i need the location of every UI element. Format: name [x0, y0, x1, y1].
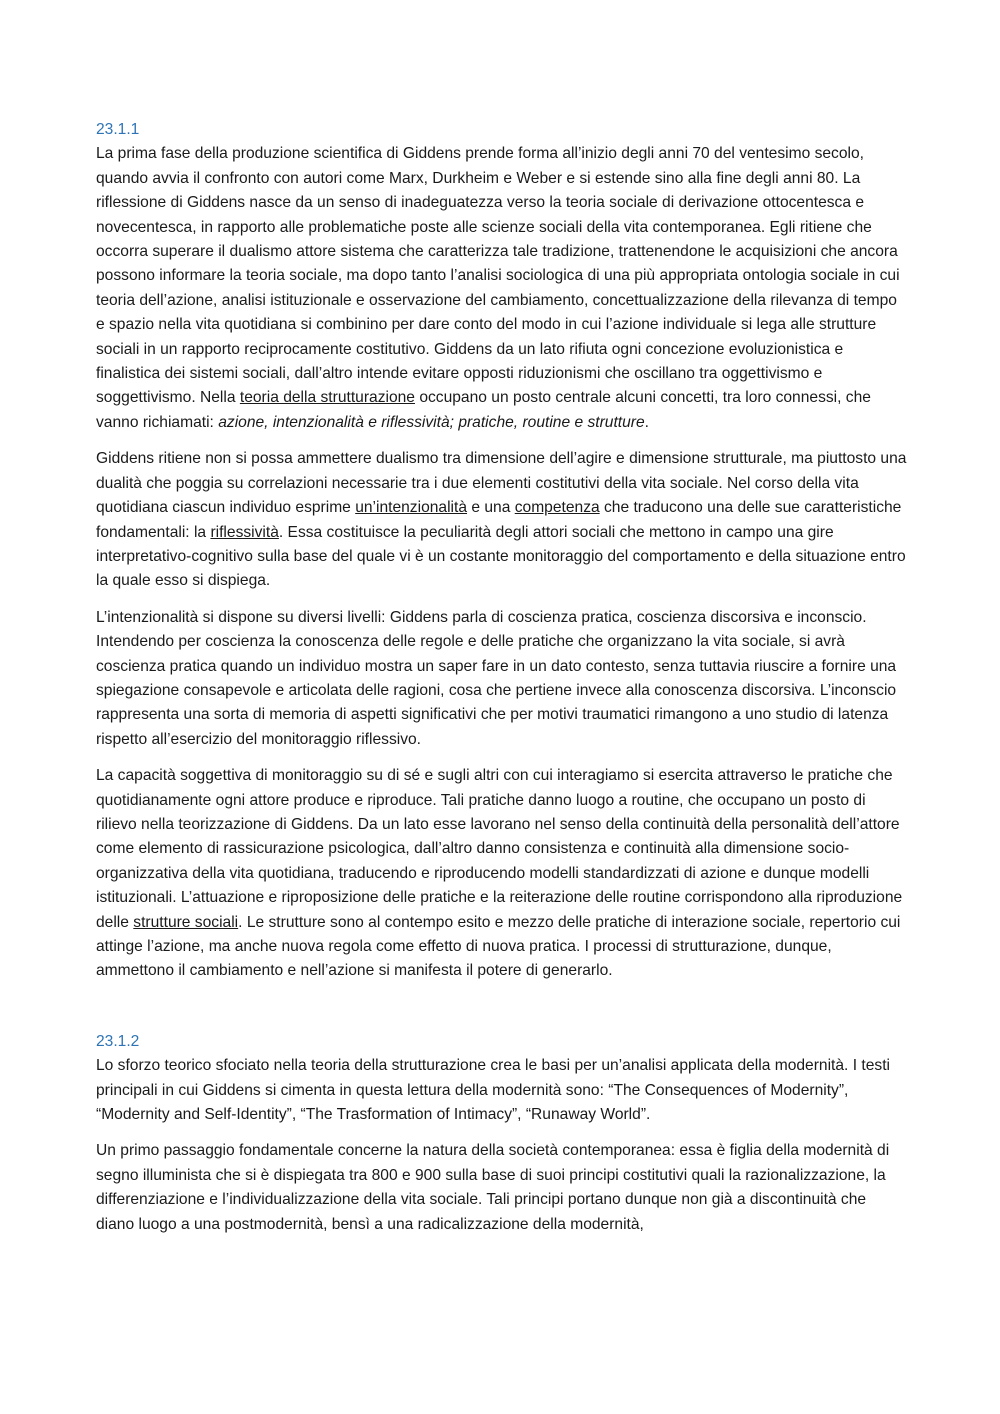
paragraph: Un primo passaggio fondamentale concerne la natura della società contemporanea: essa è figlia della modernità di segno illuminista che si è dispiegata tra 800 e 900 sulla base di suoi principi costitutivi quali la razionalizzazione, la differenziazione e l’individualizzazione della vita sociale. Tali principi portano dunque non già a discontinuità che diano luogo a una postmodernità, bensì a una radicalizzazione della modernità, — [96, 1142, 890, 1233]
paragraph-text: occupano un posto centrale alcuni concetti, tra loro connessi, che vanno richiamati: — [96, 389, 871, 431]
italic-concepts: azione, intenzionalità e riflessività; pratiche, routine e strutture — [218, 413, 645, 431]
section-spacer — [96, 996, 908, 1030]
underlined-term: riflessività — [210, 523, 279, 541]
paragraph — [96, 447, 908, 593]
document-page — [96, 118, 908, 1249]
underlined-term: competenza — [514, 499, 600, 517]
paragraph-text: Giddens ritiene non si possa ammettere dualismo tra dimensione dell’agire e dimensione strutturale, ma piuttosto una dualità che poggia su correlazioni necessarie tra i due elementi costitutivi della vita sociale. Nel corso della vita quotidiana ciascun individuo esprime — [96, 450, 907, 517]
paragraph-text: La capacità soggettiva di monitoraggio su di sé e sugli altri con cui interagiamo si esercita attraverso le pratiche che quotidianamente ogni attore produce e riproduce. Tali pratiche danno luogo a routine, che occupano un posto di rilievo nella teorizzazione di Giddens. Da un lato esse lavorano nel senso della continuità della personalità dell’attore come elemento di rassicurazione psicologica, dall’altro danno consistenza e continuità alla dimensione socio-organizzativa della vita quotidiana, traducendo e riproducendo modelli standardizzati di azione e dunque modelli istituzionali. L’attuazione e riproposizione delle pratiche e la reiterazione delle routine corrispondono alla riproduzione delle — [96, 767, 903, 931]
underlined-term: un’intenzionalità — [355, 499, 468, 517]
paragraph-text: . Le strutture sono al contempo esito e mezzo delle pratiche di interazione sociale, repertorio cui attinge l’azione, ma anche nuova regola come effetto di nuova pratica. I processi di strutturazione, dunque, ammettono il cambiamento e nell’azione si manifesta il potere di generarlo. — [96, 913, 901, 980]
paragraph-text: . Essa costituisce la peculiarità degli attori sociali che mettono in campo una gire interpretativo-cognitivo sulla base del quale vi è un costante monitoraggio del comportamento e della situazione entro la quale esso si dispiega. — [96, 523, 906, 590]
section-heading-23-1-1: 23.1.1 — [96, 121, 140, 138]
paragraph: L’intenzionalità si dispone su diversi livelli: Giddens parla di coscienza pratica, coscienza discorsiva e inconscio. Intendendo per coscienza la conoscenza delle regole e delle pratiche che organizzano la vita sociale, si avrà coscienza pratica quando un individuo mostra un saper fare in un dato contesto, senza tuttavia riuscire a fornire una spiegazione consapevole e articolata delle ragioni, cosa che pertiene invece alla conoscenza discorsiva. L’inconscio rappresenta una sorta di memoria di aspetti significativi che per motivi traumatici rimangono a uno studio di latenza rispetto all’esercizio del monitoraggio riflessivo. — [96, 608, 897, 748]
paragraph — [96, 764, 908, 984]
paragraph-text: e una — [467, 499, 515, 517]
paragraph-text: . — [644, 413, 650, 431]
section-heading-23-1-2: 23.1.2 — [96, 1032, 140, 1050]
underlined-term: strutture sociali — [133, 913, 239, 931]
paragraph: Lo sforzo teorico sfociato nella teoria della strutturazione crea le basi per un’analisi applicata della modernità. I testi principali in cui Giddens si cimenta in questa lettura della modernità sono: “The Consequences of Modernity”, “Modernity and Self-Identity”, “The Trasformation of Intimacy”, “Runaway World”. — [96, 1057, 890, 1124]
paragraph — [96, 142, 908, 435]
underlined-term: teoria della strutturazione — [239, 389, 415, 407]
paragraph-text: che traducono una delle sue caratteristiche fondamentali: la — [96, 499, 902, 541]
paragraph-text: La prima fase della produzione scientifica di Giddens prende forma all’inizio degli anni 70 del ventesimo secolo, quando avvia il confronto con autori come Marx, Durkheim e Weber e si estende sino alla fine degli anni 80. La riflessione di Giddens nasce da un senso di inadeguatezza verso la teoria sociale di derivazione ottocentesca e novecentesca, in rapporto alle problematiche poste alle scienze sociali della vita contemporanea. Egli ritiene che occorra superare il dualismo attore sistema che caratterizza tale tradizione, trattenendone le acquisizioni che ancora possono informare la teoria sociale, ma dopo tanto l’analisi sociologica di una più appropriata ontologia sociale in cui teoria dell’azione, analisi istituzionale e osservazione del cambiamento, concettualizzazione della rilevanza di tempo e spazio nella vita quotidiana si combinino per dare conto del modo in cui l’azione individuale si lega alle strutture sociali in un rapporto reciprocamente costitutivo. Giddens da un lato rifiuta ogni concezione evoluzionistica e finalistica dei sistemi sociali, dall’altro intende evitare opposti riduzionismi che oscillano tra oggettivismo e soggettivismo. Nella — [96, 145, 900, 407]
